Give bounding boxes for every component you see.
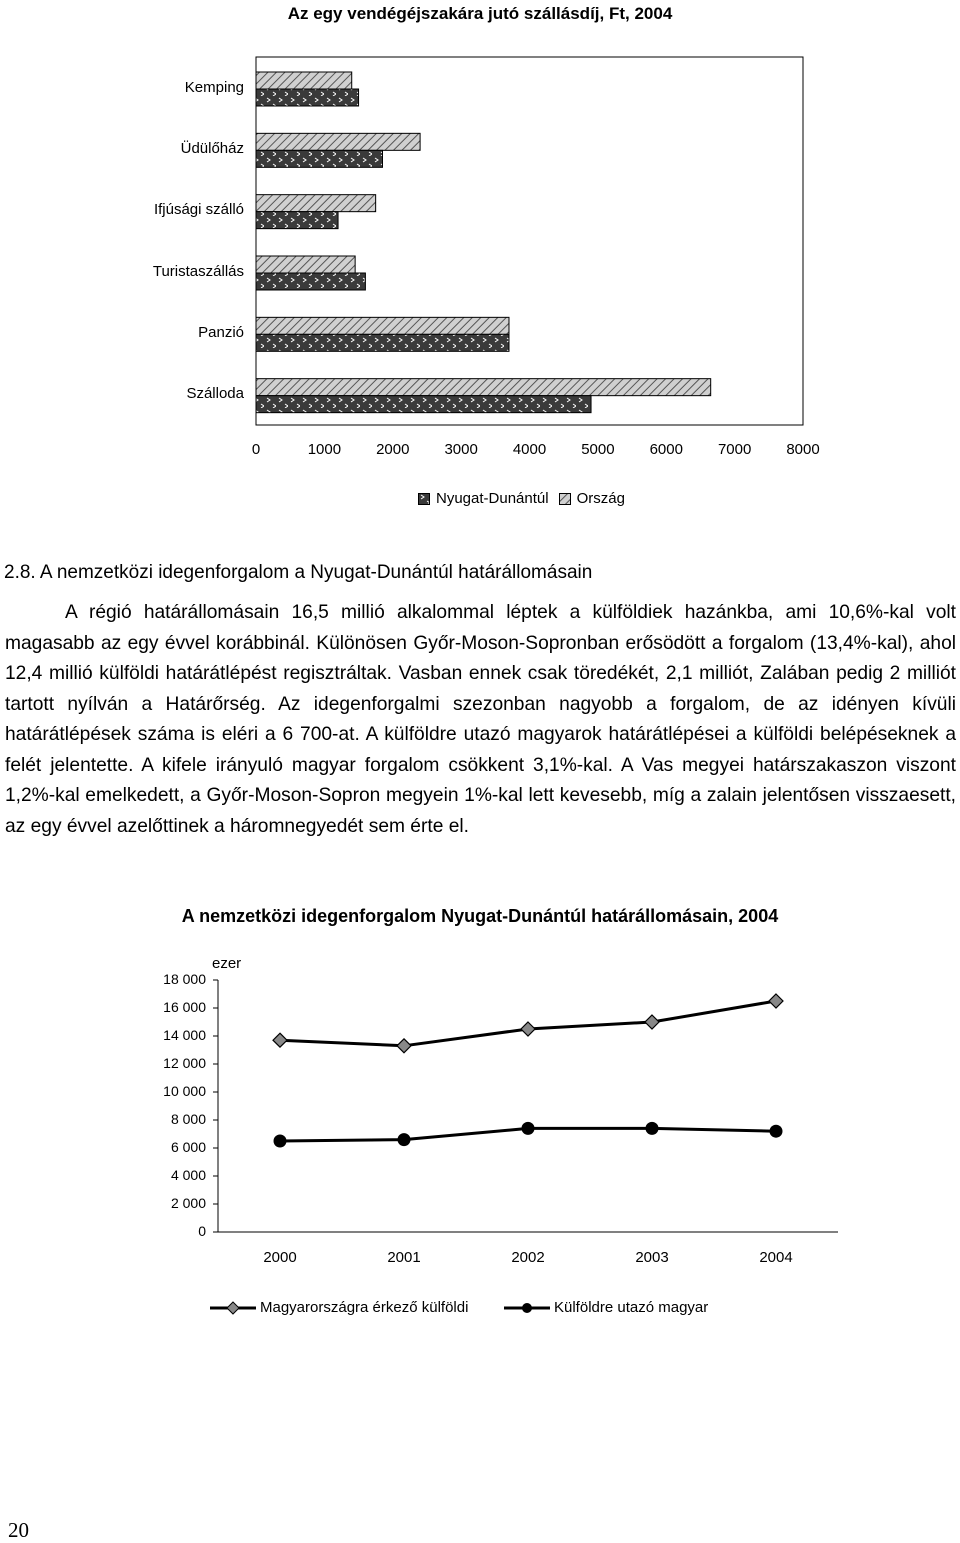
chart1-x-tick: 7000 [717, 441, 752, 458]
chart2-point-circle [770, 1125, 783, 1138]
chart1-x-tick: 5000 [581, 441, 615, 458]
chart2-point-circle [398, 1133, 411, 1146]
chart2-y-tick: 16 000 [163, 999, 206, 1015]
chart1-bar-nyugat [256, 396, 591, 413]
chart1-category-label: Üdülőház [180, 140, 244, 157]
chart1-x-tick: 6000 [649, 441, 683, 458]
chart1-bar-orszag [256, 133, 420, 150]
chart1-bar-orszag [256, 72, 352, 89]
chart1-category-label: Szálloda [186, 385, 244, 403]
chart2-y-tick: 6 000 [170, 1139, 206, 1155]
chart2-y-tick: 14 000 [163, 1027, 206, 1043]
chart1-x-tick: 8000 [786, 441, 820, 458]
section-heading: 2.8. A nemzetközi idegenforgalom a Nyugat-Dunántúl határállomásain [4, 562, 593, 583]
chart1-category-label: Kemping [184, 78, 244, 96]
chart1-title: Az egy vendégéjszakára jutó szállásdíj, Ft, 2004 [287, 4, 673, 23]
section-paragraph: A régió határállomásain 16,5 millió alkalommal léptek a külföldiek hazánkba, ami 10,6%-kal volt magasabb az egy évvel korábbinál. Különösen Győr-Moson-Sopronban erősödött a forgalom (13,4%-kal), ahol 12,4 millió külföldi határátlépést regisztráltak. Vasban ennek csak töredékét, 2,1 milliót, Zalában pedig 2 milliót tartott nyílván a Határőrség. Az idegenforgalmi szezonban nagyobb a forgalom, de az idényen kívüli határátlépések száma is eléri a 6 700-at. A külföldre utazó magyarok határátlépései a külföldi belépéseknek a felét jelentette. A kifele irányuló magyar forgalom csökkent 3,1%-kal. A Vas megyei határszakaszon viszont 1,2%-kal emelkedett, a Győr-Moson-Sopron megyein 1%-kal lett kevesebb, míg a zalain jelentősen visszaesett, az egy évvel azelőttinek a háromnegyedét sem érte el. [5, 602, 956, 837]
legend-line-circle-icon [504, 1301, 550, 1315]
chart2-y-tick: 0 [198, 1223, 206, 1239]
chart2-point-diamond [769, 994, 783, 1008]
chart1-bar-nyugat [256, 273, 365, 290]
legend-line-diamond-icon [210, 1301, 256, 1315]
chart1-bar-orszag [256, 256, 355, 273]
chart2-y-tick: 4 000 [170, 1167, 206, 1183]
chart2-x-tick: 2003 [635, 1249, 669, 1266]
legend-label-departing: Külföldre utazó magyar [554, 1299, 709, 1316]
chart2-legend-item-1 [210, 1299, 468, 1316]
chart2-y-tick: 12 000 [163, 1055, 206, 1071]
chart2-point-circle [522, 1122, 535, 1135]
chart2-x-tick: 2002 [511, 1249, 545, 1266]
chart2-plot [0, 940, 960, 1270]
chart1-x-tick: 0 [251, 441, 261, 458]
chart1-plot [0, 0, 960, 480]
legend-label-arriving: Magyarországra érkező külföldi [260, 1299, 469, 1316]
legend-label-orszag: Ország [576, 490, 625, 507]
chart1-x-tick: 3000 [444, 441, 478, 458]
chart1-bar-orszag [256, 379, 711, 396]
chart1-category-label: Turistaszállás [152, 262, 244, 280]
chart2-point-circle [646, 1122, 659, 1135]
chart2-legend-item-2 [504, 1299, 708, 1316]
chart2-unit-label: ezer [212, 955, 242, 972]
page-number: 20 [8, 1518, 29, 1542]
chart2-point-diamond [273, 1033, 287, 1047]
chart1-x-tick: 1000 [307, 441, 342, 458]
chart2-title: A nemzetközi idegenforgalom Nyugat-Dunántúl határállomásain, 2004 [181, 906, 779, 926]
chart2-point-diamond [521, 1022, 535, 1036]
chart2-y-tick: 8 000 [170, 1111, 206, 1127]
chart1-frame [256, 57, 803, 425]
chart1-bar-nyugat [256, 89, 359, 106]
chart1-bar-nyugat [256, 150, 382, 167]
chart2-y-tick: 2 000 [170, 1195, 206, 1211]
chart1-category-label: Ifjúsági szálló [153, 201, 244, 219]
chart1-bar-orszag [256, 195, 376, 212]
chart2-point-diamond [397, 1039, 411, 1053]
chart1-bar-nyugat [256, 212, 338, 229]
chart2-y-tick: 18 000 [163, 971, 206, 987]
legend-swatch-orszag [559, 493, 571, 505]
chart2-x-tick: 2004 [759, 1249, 793, 1266]
chart1-x-tick: 4000 [512, 441, 547, 458]
chart1-x-tick: 2000 [376, 441, 410, 458]
chart1-legend [418, 490, 625, 507]
chart2-x-tick: 2000 [263, 1249, 297, 1266]
chart2-point-circle [274, 1135, 287, 1148]
chart1-bar-nyugat [256, 334, 509, 351]
chart2-point-diamond [645, 1015, 659, 1029]
legend-label-nyugat: Nyugat-Dunántúl [436, 490, 549, 507]
chart2-x-tick: 2001 [387, 1249, 421, 1266]
chart2-y-tick: 10 000 [163, 1083, 206, 1099]
chart1-bar-orszag [256, 317, 509, 334]
chart1-category-label: Panzió [198, 324, 244, 341]
legend-swatch-nyugat [418, 493, 430, 505]
